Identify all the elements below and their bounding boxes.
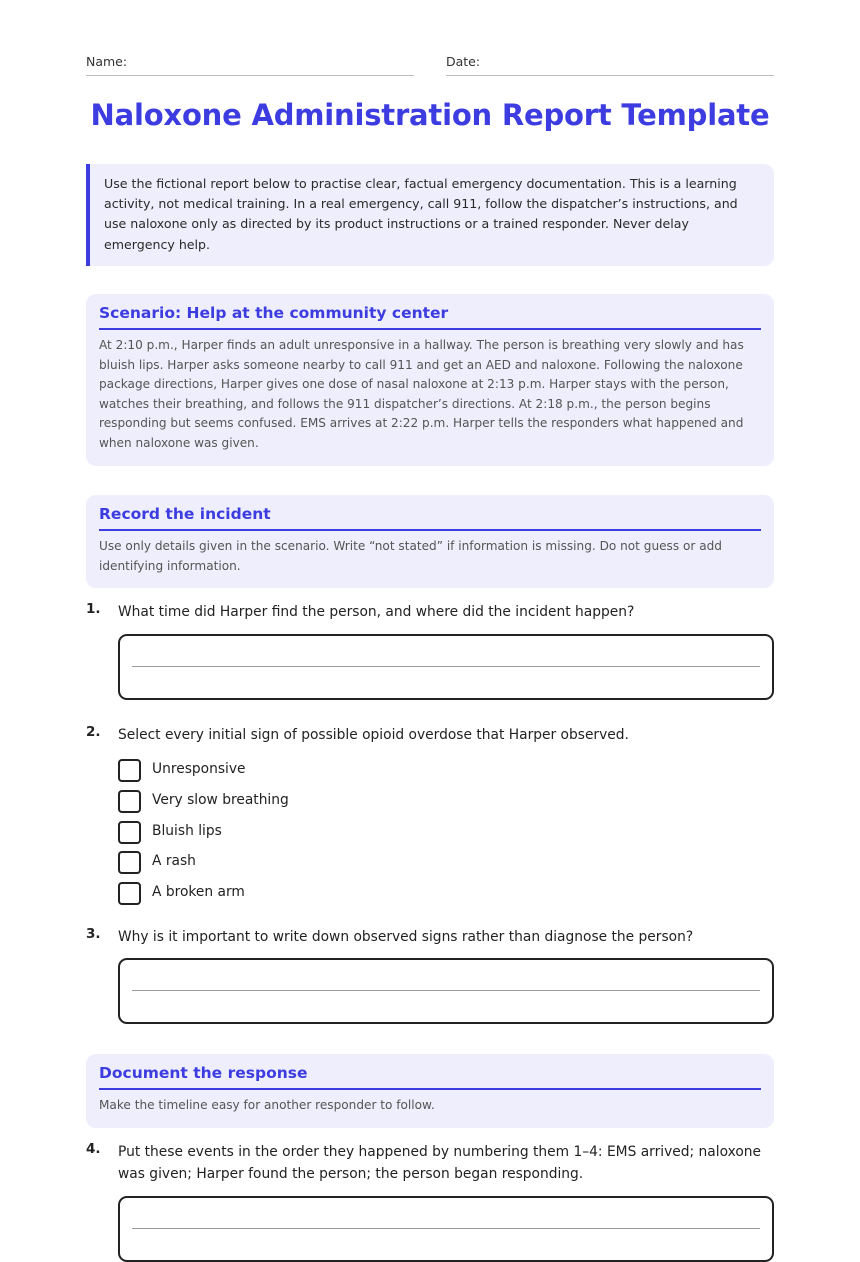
option-label: Very slow breathing [152, 791, 289, 808]
record-incident-title: Record the incident [99, 505, 761, 531]
record-incident-text: Use only details given in the scenario. Write “not stated” if information is missing. Do not guess or add identifying information. [99, 539, 722, 573]
answer-box-4[interactable] [118, 1196, 774, 1262]
option-label: A rash [152, 853, 196, 870]
name-field[interactable] [86, 54, 414, 76]
document-response-text: Make the timeline easy for another responder to follow. [99, 1098, 435, 1112]
name-label: Name: [86, 54, 128, 69]
question-number: 2. [86, 724, 101, 740]
question-number: 3. [86, 926, 101, 942]
page-title: Naloxone Administration Report Template [90, 98, 770, 132]
checkbox[interactable] [118, 790, 141, 813]
question-4 [86, 1141, 774, 1216]
option-label: Bluish lips [152, 822, 222, 839]
date-label: Date: [446, 54, 481, 69]
question-text: Put these events in the order they happened by numbering them 1–4: EMS arrived; naloxone was given; Harper found the person; the person began responding. [118, 1144, 762, 1182]
answer-line [132, 990, 760, 991]
answer-line [132, 666, 760, 667]
question-2 [86, 724, 774, 914]
scenario-title: Scenario: Help at the community center [99, 304, 761, 330]
intro-note: Use the fictional report below to practise clear, factual emergency documentation. This is a learning activity, not medical training. In a real emergency, call 911, follow the dispatcher’s instructions, and use naloxone only as directed by its product instructions or a trained responder. Never delay emergency help. [86, 164, 774, 266]
checkbox[interactable] [118, 759, 141, 782]
question-text: Select every initial sign of possible opioid overdose that Harper observed. [118, 727, 629, 743]
answer-box-1[interactable] [118, 634, 774, 700]
option-label: A broken arm [152, 884, 245, 901]
scenario-section [86, 294, 774, 466]
document-response-section [86, 1054, 774, 1128]
checkbox[interactable] [118, 821, 141, 844]
question-text: What time did Harper find the person, and where did the incident happen? [118, 604, 635, 620]
question-3 [86, 926, 774, 1026]
name-date-row [86, 54, 774, 76]
record-incident-section [86, 495, 774, 588]
question-number: 1. [86, 601, 101, 617]
checkbox[interactable] [118, 851, 141, 874]
scenario-text: At 2:10 p.m., Harper finds an adult unresponsive in a hallway. The person is breathing very slowly and has bluish lips. Harper asks someone nearby to call 911 and get an AED and naloxone. Following the naloxone package directions, Harper gives one dose of nasal naloxone at 2:13 p.m. Harper stays with the person, watches their breathing, and follows the 911 dispatcher’s directions. At 2:18 p.m., the person begins responding but seems confused. EMS arrives at 2:22 p.m. Harper tells the responders what happened and when naloxone was given. [99, 338, 744, 450]
question-number: 4. [86, 1141, 101, 1157]
answer-box-3[interactable] [118, 958, 774, 1024]
date-field[interactable] [446, 54, 774, 76]
question-text: Why is it important to write down observed signs rather than diagnose the person? [118, 929, 694, 945]
option-label: Unresponsive [152, 761, 246, 777]
answer-line [132, 1228, 760, 1229]
document-response-title: Document the response [99, 1064, 761, 1090]
checkbox[interactable] [118, 882, 141, 905]
question-1 [86, 601, 774, 701]
